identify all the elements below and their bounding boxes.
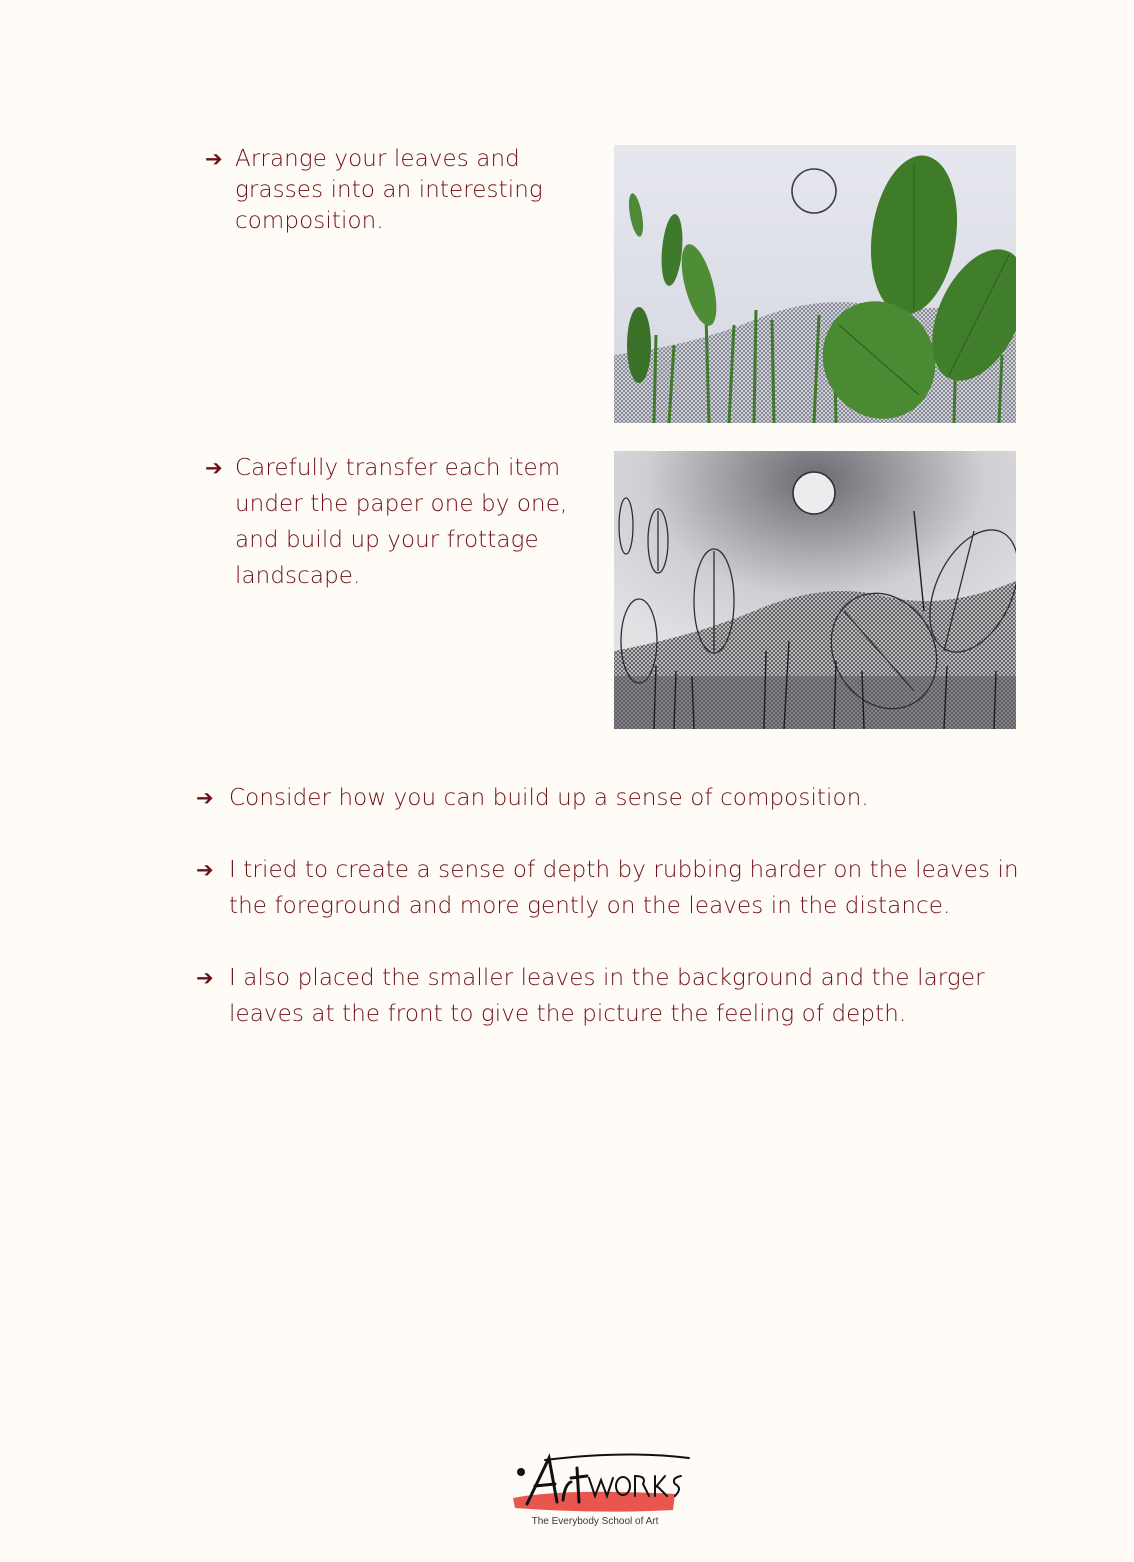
step-transfer <box>205 450 595 594</box>
list-item <box>196 852 1056 924</box>
composition-tips <box>196 780 1056 1068</box>
arrow-right-icon: ➔ <box>196 786 214 810</box>
artworks-logo <box>505 1448 695 1538</box>
logo-tagline: The Everybody School of Art <box>531 1516 659 1527</box>
arrow-right-icon: ➔ <box>196 966 214 990</box>
leaves-arrangement-photo <box>614 145 1016 423</box>
arrow-right-icon: ➔ <box>205 147 223 171</box>
list-item <box>196 960 1056 1032</box>
bullet-text: I tried to create a sense of depth by rubbing harder on the leaves in the foreground and more gently on the leaves in the distance. <box>229 857 1019 919</box>
step-text: Arrange your leaves and grasses into an interesting composition. <box>235 146 543 234</box>
bullet-text: I also placed the smaller leaves in the background and the larger leaves at the front to give the picture the feeling of depth. <box>229 965 985 1027</box>
list-item <box>196 780 1056 816</box>
frottage-landscape-photo <box>614 451 1016 729</box>
arrow-right-icon: ➔ <box>205 456 223 480</box>
step-text: Carefully transfer each item under the paper one by one, and build up your frottage landscape. <box>235 455 568 589</box>
arrow-right-icon: ➔ <box>196 858 214 882</box>
step-arrange <box>205 144 595 237</box>
bullet-text: Consider how you can build up a sense of composition. <box>229 785 869 811</box>
